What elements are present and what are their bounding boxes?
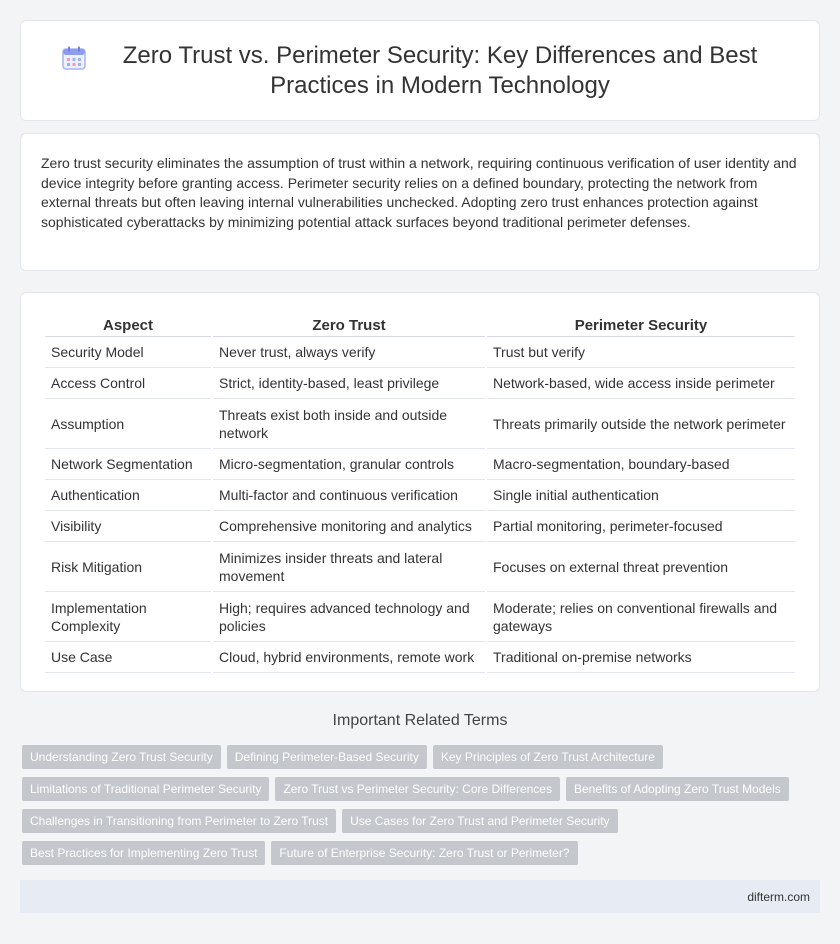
footer-site-link[interactable]: difterm.com (747, 889, 810, 904)
table-header-row (45, 313, 795, 337)
related-term-link[interactable]: Understanding Zero Trust Security (22, 745, 221, 769)
cell-aspect: Use Case (45, 642, 211, 673)
cell-perimeter: Threats primarily outside the network perimeter (487, 399, 795, 449)
comparison-card (20, 292, 820, 692)
cell-zero-trust: Minimizes insider threats and lateral movement (213, 542, 485, 592)
cell-zero-trust: Multi-factor and continuous verification (213, 480, 485, 511)
cell-perimeter: Macro-segmentation, boundary-based (487, 449, 795, 480)
table-row (45, 542, 795, 592)
intro-card (20, 133, 820, 271)
cell-aspect: Risk Mitigation (45, 542, 211, 592)
header-aspect: Aspect (45, 313, 211, 337)
table-row (45, 642, 795, 673)
cell-aspect: Authentication (45, 480, 211, 511)
table-row (45, 368, 795, 399)
cell-zero-trust: Strict, identity-based, least privilege (213, 368, 485, 399)
cell-zero-trust: Threats exist both inside and outside network (213, 399, 485, 449)
cell-zero-trust: Never trust, always verify (213, 337, 485, 368)
tag-row (22, 809, 822, 833)
cell-zero-trust: Comprehensive monitoring and analytics (213, 511, 485, 542)
table-row (45, 399, 795, 449)
cell-aspect: Visibility (45, 511, 211, 542)
cell-aspect: Access Control (45, 368, 211, 399)
table-row (45, 592, 795, 642)
table-row (45, 337, 795, 368)
related-term-link[interactable]: Future of Enterprise Security: Zero Trust or Perimeter? (271, 841, 577, 865)
table-row (45, 449, 795, 480)
cell-perimeter: Moderate; relies on conventional firewalls and gateways (487, 592, 795, 642)
related-term-link[interactable]: Benefits of Adopting Zero Trust Models (566, 777, 789, 801)
cell-zero-trust: Micro-segmentation, granular controls (213, 449, 485, 480)
tag-row (22, 777, 822, 801)
table-row (45, 480, 795, 511)
related-terms-heading: Important Related Terms (332, 712, 508, 729)
related-term-link[interactable]: Key Principles of Zero Trust Architecture (433, 745, 663, 769)
cell-aspect: Implementation Complexity (45, 592, 211, 642)
cell-perimeter: Partial monitoring, perimeter-focused (487, 511, 795, 542)
calendar-icon (61, 45, 87, 71)
cell-perimeter: Trust but verify (487, 337, 795, 368)
intro-paragraph: Zero trust security eliminates the assumption of trust within a network, requiring continuous verification of user identity and device integrity before granting access. Perimeter security relies on a defined boundary, protecting the network from external threats but often leaving internal vulnerabilities unchecked. Adopting zero trust enhances protection against sophisticated cyberattacks by minimizing potential attack surfaces beyond traditional perimeter defenses. (41, 155, 797, 230)
related-term-link[interactable]: Limitations of Traditional Perimeter Security (22, 777, 269, 801)
related-term-link[interactable]: Challenges in Transitioning from Perimeter to Zero Trust (22, 809, 336, 833)
page-title: Zero Trust vs. Perimeter Security: Key Differences and Best Practices in Modern Technology (122, 41, 758, 99)
footer (20, 880, 820, 913)
related-term-link[interactable]: Use Cases for Zero Trust and Perimeter Security (342, 809, 617, 833)
related-term-link[interactable]: Defining Perimeter-Based Security (227, 745, 427, 769)
table-row (45, 511, 795, 542)
cell-perimeter: Traditional on-premise networks (487, 642, 795, 673)
related-term-link[interactable]: Best Practices for Implementing Zero Trust (22, 841, 265, 865)
tag-row (22, 841, 822, 865)
cell-zero-trust: High; requires advanced technology and policies (213, 592, 485, 642)
cell-perimeter: Focuses on external threat prevention (487, 542, 795, 592)
cell-zero-trust: Cloud, hybrid environments, remote work (213, 642, 485, 673)
cell-aspect: Network Segmentation (45, 449, 211, 480)
cell-aspect: Security Model (45, 337, 211, 368)
header-zero-trust: Zero Trust (213, 313, 485, 337)
tag-row (22, 745, 822, 769)
related-term-link[interactable]: Zero Trust vs Perimeter Security: Core Differences (275, 777, 560, 801)
header-perimeter: Perimeter Security (487, 313, 795, 337)
title-card (20, 20, 820, 121)
cell-perimeter: Network-based, wide access inside perimeter (487, 368, 795, 399)
comparison-table (43, 313, 797, 673)
cell-aspect: Assumption (45, 399, 211, 449)
cell-perimeter: Single initial authentication (487, 480, 795, 511)
related-terms-list (22, 745, 822, 873)
